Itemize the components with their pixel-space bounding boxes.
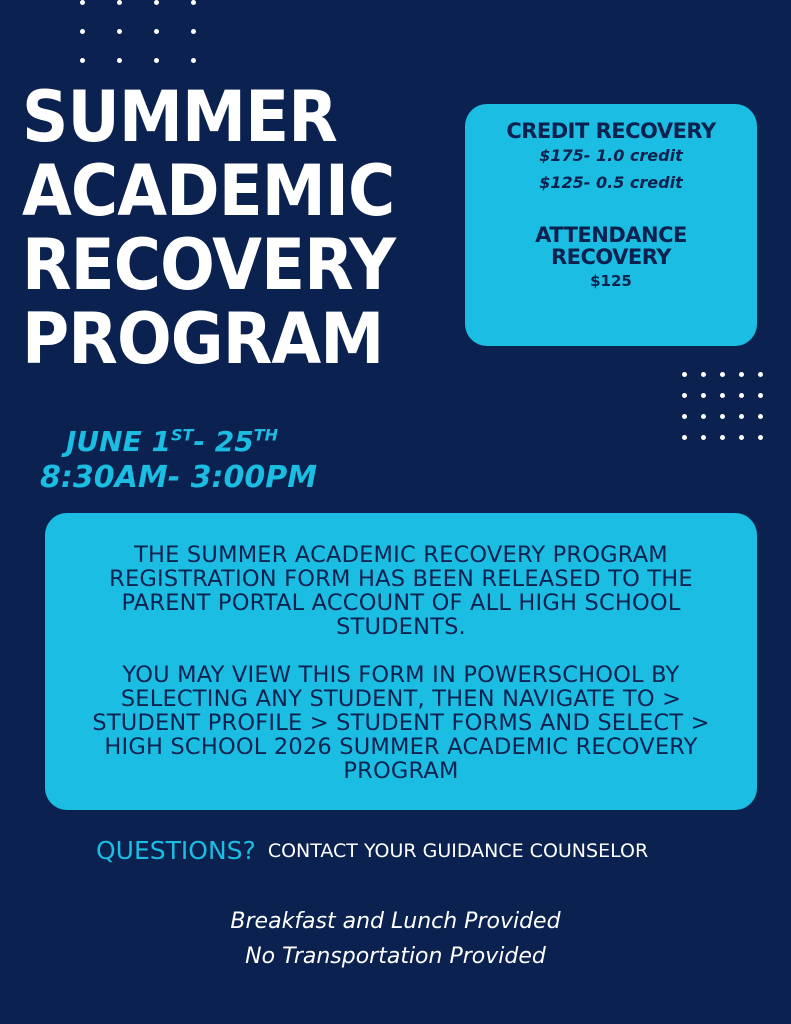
registration-paragraph: THE SUMMER ACADEMIC RECOVERY PROGRAM REGISTRATION FORM HAS BEEN RELEASED TO THE PARENT PORTAL ACCOUNT OF ALL HIGH SCHOOL STUDENTS. [109, 542, 693, 640]
title-line: PROGRAM [22, 298, 384, 380]
date-range [40, 425, 317, 459]
powerschool-instructions: YOU MAY VIEW THIS FORM IN POWERSCHOOL BY SELECTING ANY STUDENT, THEN NAVIGATE TO > STUDENT PROFILE > STUDENT FORMS AND SELECT > HIGH SCHOOL 2026 SUMMER ACADEMIC RECOVERY PROGRAM [92, 662, 710, 784]
credit-full-price: $175- 1.0 credit [539, 146, 683, 165]
title-line: RECOVERY [22, 224, 396, 306]
date-start: JUNE 1 [66, 425, 171, 458]
registration-info-card [45, 513, 757, 810]
credit-recovery-heading: CREDIT RECOVERY [506, 119, 716, 143]
date-end-suffix: TH [253, 425, 279, 445]
program-schedule [40, 425, 317, 497]
footer-notes [0, 904, 791, 974]
title-line: SUMMER [22, 76, 337, 158]
credit-half-price: $125- 0.5 credit [539, 173, 683, 192]
contact-counselor-text: CONTACT YOUR GUIDANCE COUNSELOR [267, 839, 649, 862]
attendance-recovery-heading-line2: RECOVERY [550, 245, 672, 269]
decorative-dots-top [80, 0, 196, 63]
title-line: ACADEMIC [22, 150, 395, 232]
program-title [22, 76, 396, 380]
date-end: - 25 [193, 425, 254, 458]
questions-label: QUESTIONS? [96, 836, 256, 865]
transportation-note: No Transportation Provided [245, 944, 546, 969]
attendance-recovery-heading-line1: ATTENDANCE [535, 223, 687, 247]
decorative-dots-right [682, 372, 763, 440]
date-start-suffix: ST [170, 425, 194, 445]
attendance-price: $125 [590, 272, 632, 290]
program-hours: 8:30AM- 3:00PM [40, 460, 318, 495]
pricing-card [465, 104, 757, 346]
contact-line [96, 836, 648, 865]
meals-note: Breakfast and Lunch Provided [230, 909, 561, 934]
